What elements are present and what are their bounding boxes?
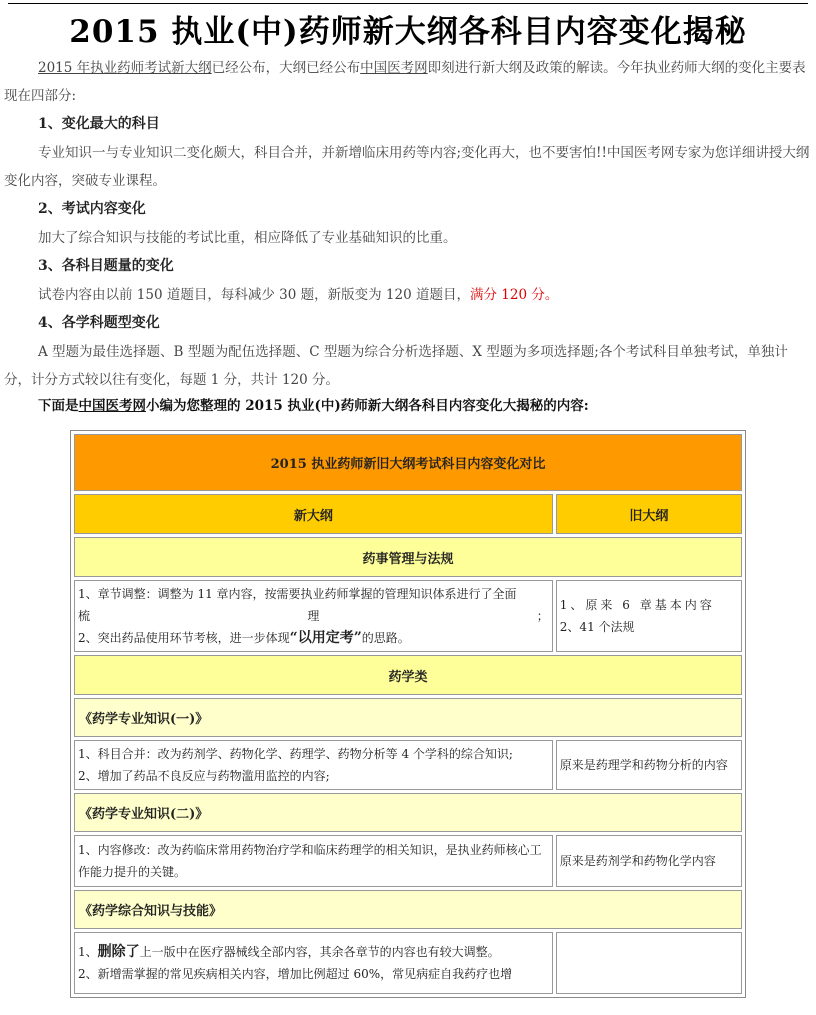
group-header: 药学类: [74, 655, 742, 695]
article-body: [4, 54, 810, 418]
table-cell-new: 1、科目合并：改为药剂学、药物化学、药理学、药物分析等 4 个学科的综合知识; 2、增加了药品不良反应与药物滥用监控的内容;: [74, 740, 553, 790]
page-title: 2015 执业(中)药师新大纲各科目内容变化揭秘: [69, 14, 747, 50]
section-heading: 2、考试内容变化: [38, 201, 146, 217]
intro-paragraph: 2015 年执业药师考试新大纲已经公布，大纲已经公布中国医考网即刻进行新大纲及政策的解读。今年执业药师大纲的变化主要表现在四部分:: [4, 60, 806, 104]
col-header-old: 旧大纲: [556, 494, 742, 534]
table-caption: 2015 执业药师新旧大纲考试科目内容变化对比: [74, 434, 742, 491]
table-cell-old: 1、原来 6 章基本内容 2、41 个法规: [556, 580, 742, 652]
top-rule: [8, 3, 808, 4]
subject-header: 《药学专业知识(一)》: [74, 698, 742, 737]
intro-link-syllabus[interactable]: 2015 年执业药师考试新大纲: [38, 60, 212, 76]
section-body: 加大了综合知识与技能的考试比重，相应降低了专业基础知识的比重。: [38, 230, 457, 246]
col-header-new: 新大纲: [74, 494, 553, 534]
section-body: A 型题为最佳选择题、B 型题为配伍选择题、C 型题为综合分析选择题、X 型题为多项选择题;各个考试科目单独考试，单独计分，计分方式较以往有变化，每题 1 分，共计 120 分。: [4, 344, 788, 388]
section-body: 试卷内容由以前 150 道题目，每科减少 30 题，新版变为 120 道题目，满分 120 分。: [38, 287, 559, 303]
section-heading: 4、各学科题型变化: [38, 315, 160, 331]
table-cell-new: 1、章节调整：调整为 11 章内容，按需要执业药师掌握的管理知识体系进行了全面 梳 理 ； 2、突出药品使用环节考核，进一步体现“以用定考”的思路。: [74, 580, 553, 652]
comparison-table: [70, 430, 746, 998]
full-score-highlight: 满分 120 分。: [469, 287, 559, 303]
subject-header: 《药学综合知识与技能》: [74, 890, 742, 929]
lead-link-site[interactable]: 中国医考网: [78, 398, 146, 414]
table-cell-old: 原来是药剂学和药物化学内容: [556, 835, 742, 887]
intro-link-site[interactable]: 中国医考网: [360, 60, 428, 76]
table-cell-new: 1、删除了上一版中在医疗器械线全部内容，其余各章节的内容也有较大调整。 2、新增需掌握的常见疾病相关内容，增加比例超过 60%，常见病症自我药疗也增: [74, 932, 553, 994]
group-header: 药事管理与法规: [74, 537, 742, 577]
section-heading: 1、变化最大的科目: [38, 116, 160, 132]
section-body: 专业知识一与专业知识二变化颇大，科目合并，并新增临床用药等内容;变化再大，也不要害怕!!中国医考网专家为您详细讲授大纲变化内容，突破专业课程。: [4, 145, 810, 189]
section-heading: 3、各科目题量的变化: [38, 258, 174, 274]
lead-sentence: 下面是中国医考网小编为您整理的 2015 执业(中)药师新大纲各科目内容变化大揭秘的内容:: [38, 398, 589, 414]
table-cell-old: [556, 932, 742, 994]
subject-header: 《药学专业知识(二)》: [74, 793, 742, 832]
table-cell-new: 1、内容修改：改为药临床常用药物治疗学和临床药理学的相关知识，是执业药师核心工作能力提升的关键。: [74, 835, 553, 887]
table-cell-old: 原来是药理学和药物分析的内容: [556, 740, 742, 790]
